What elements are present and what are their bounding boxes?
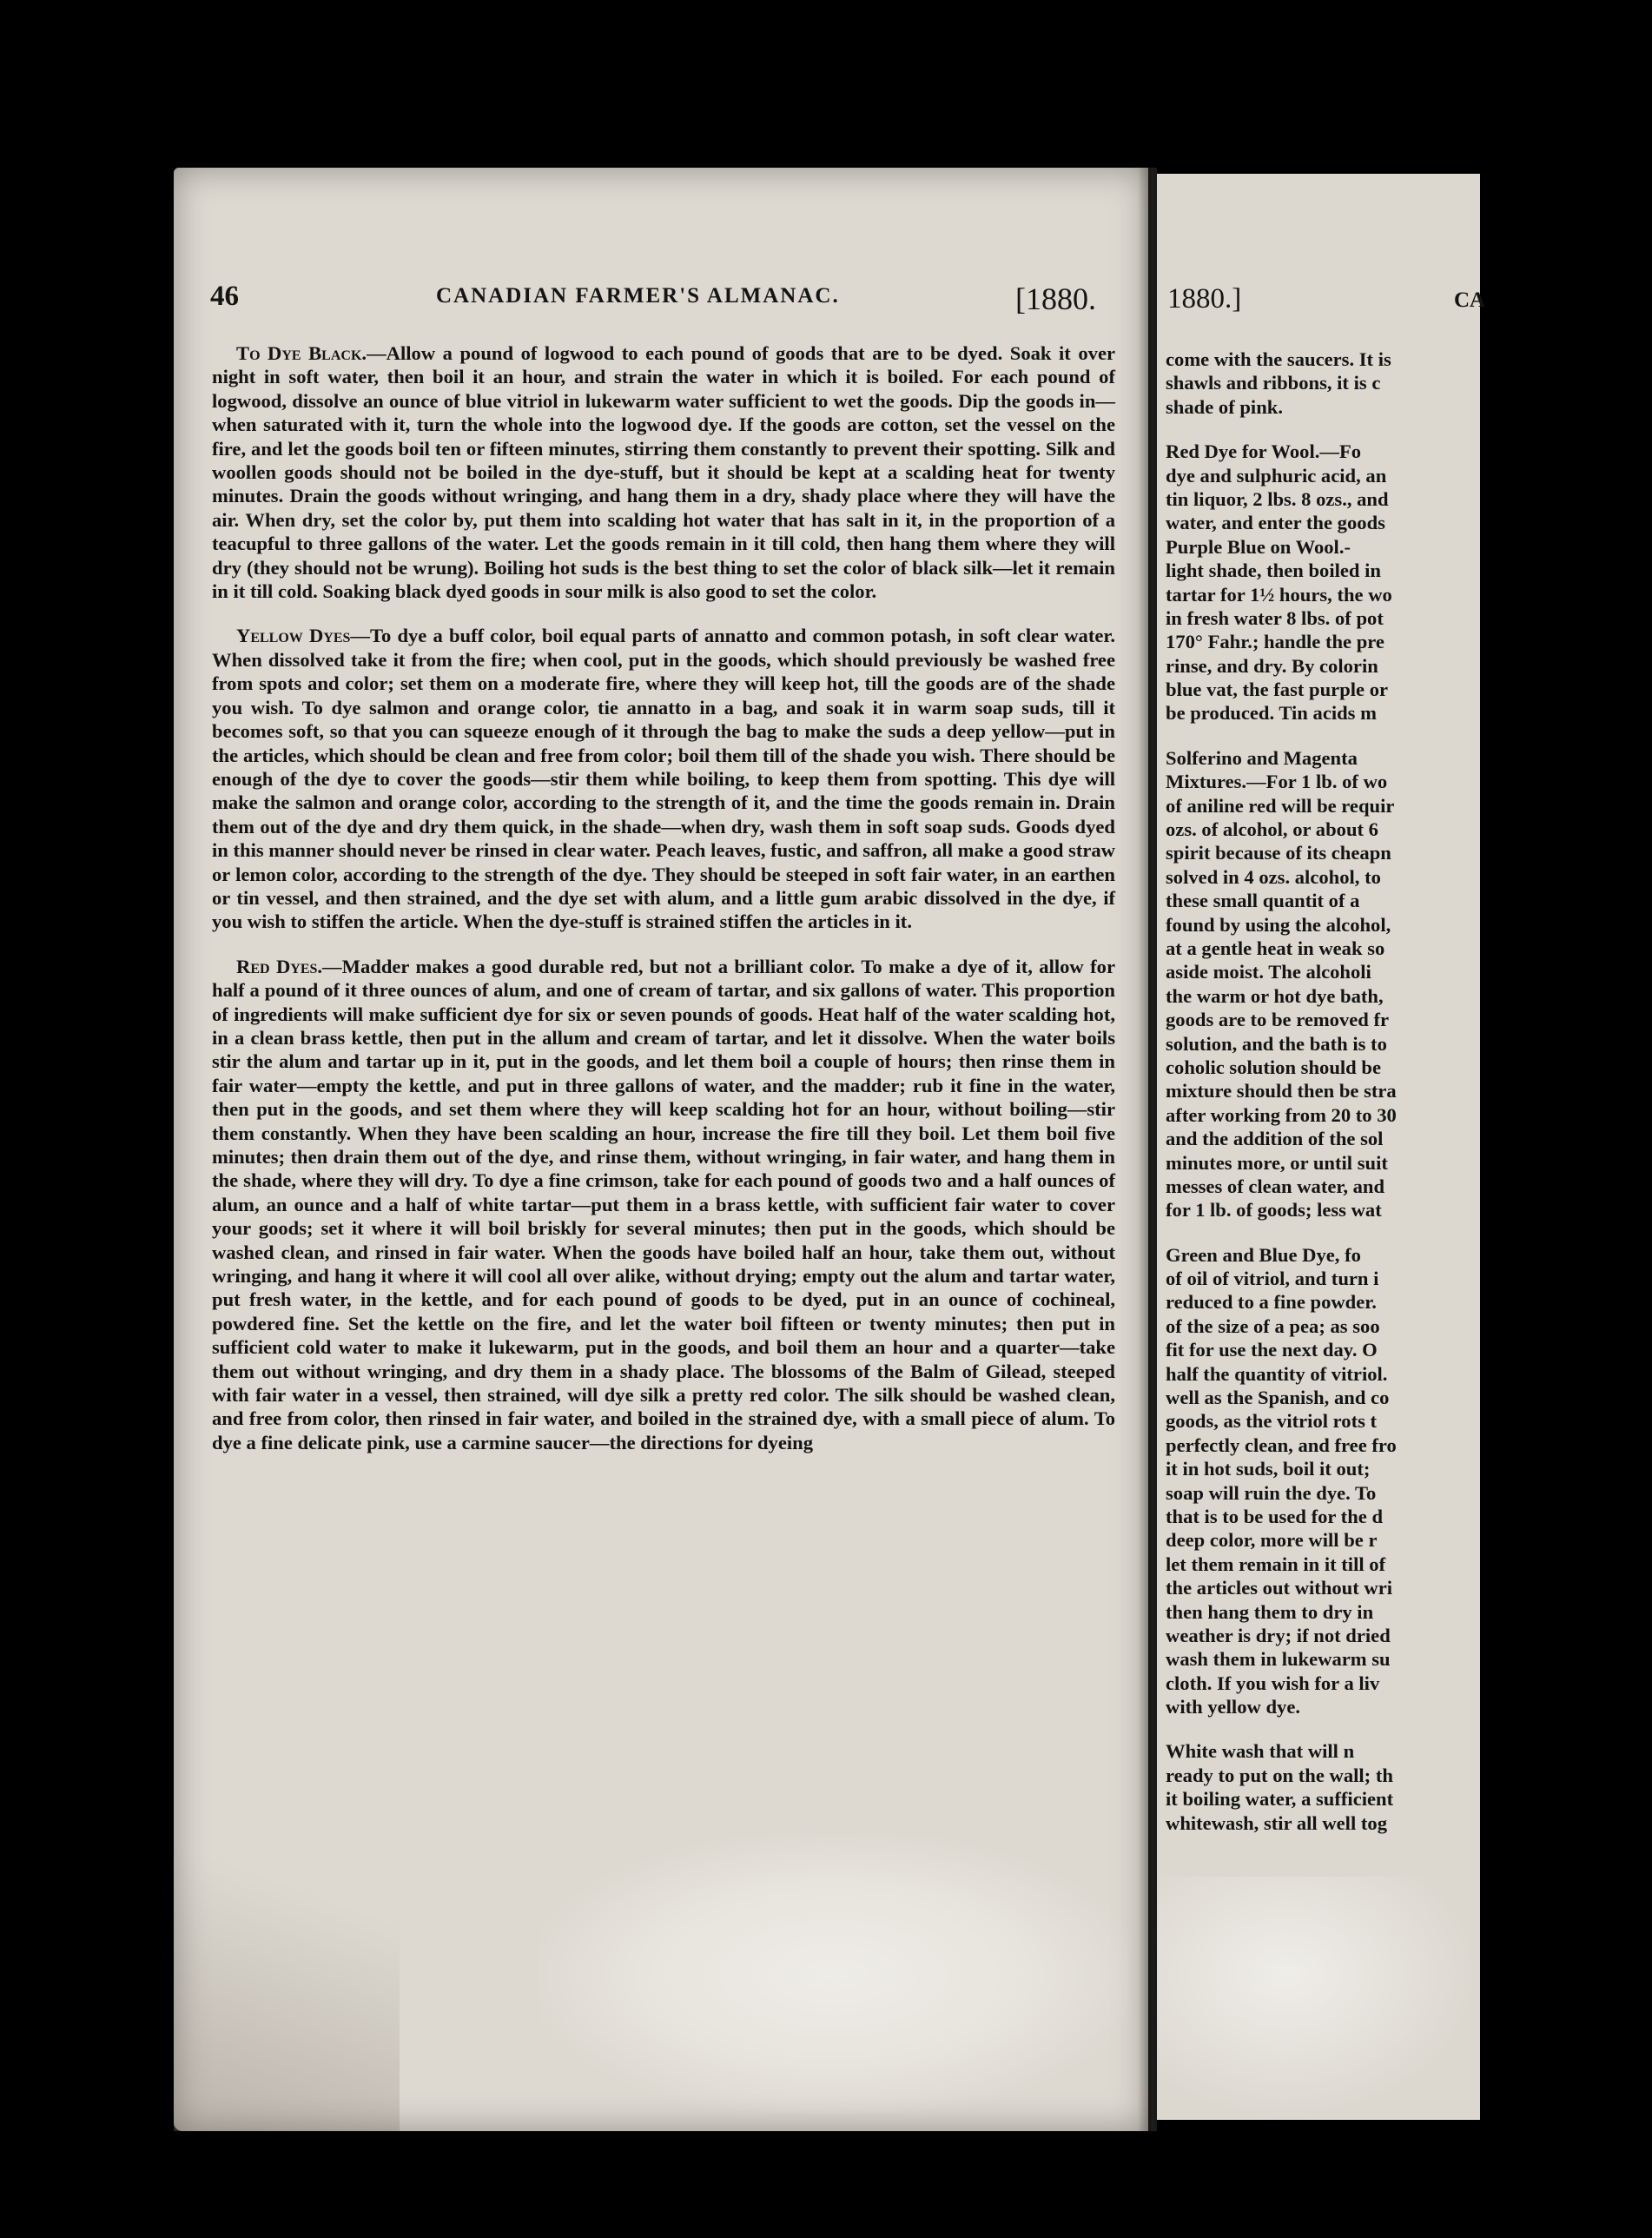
left-page (174, 168, 1148, 2131)
right-running-title: CA (1454, 288, 1486, 312)
text-line: and the addition of the sol (1166, 1128, 1384, 1150)
paragraph-red-dyes (212, 955, 1115, 1455)
text-line: minutes more, or until suit (1166, 1151, 1388, 1174)
text-line: of oil of vitriol, and turn i (1166, 1268, 1379, 1290)
line-spacer (1166, 1718, 1652, 1739)
line-spacer (1166, 419, 1652, 440)
text-line: the articles out without wri (1166, 1577, 1393, 1599)
paragraph-black-dye (212, 341, 1115, 603)
text-line: aside moist. The alcoholi (1166, 961, 1371, 983)
text-line: it boiling water, a sufficient (1166, 1788, 1394, 1811)
text-line: deep color, more will be r (1166, 1529, 1378, 1552)
text-line: with yellow dye. (1166, 1696, 1301, 1718)
text-line: soap will ruin the dye. To (1166, 1481, 1377, 1504)
text-line: whitewash, stir all well tog (1166, 1811, 1388, 1834)
text-line: then hang them to dry in (1166, 1600, 1374, 1623)
text-line: rinse, and dry. By colorin (1166, 654, 1378, 677)
text-line: that is to be used for the d (1166, 1505, 1384, 1527)
text-line: be produced. Tin acids m (1166, 702, 1377, 725)
text-line: after working from 20 to 30 (1166, 1103, 1397, 1126)
text-line: ozs. of alcohol, or about 6 (1166, 818, 1378, 841)
right-page (1157, 174, 1486, 2120)
text-line: Purple Blue on Wool.- (1166, 535, 1351, 558)
text-line: spirit because of its cheapn (1166, 842, 1391, 864)
paragraph-lead: To Dye Black. (236, 342, 367, 364)
paragraph-yellow-dyes (212, 624, 1115, 933)
text-line: come with the saucers. It is (1166, 348, 1391, 370)
text-line: tin liquor, 2 lbs. 8 ozs., and (1166, 487, 1389, 510)
text-line: for 1 lb. of goods; less wat (1166, 1199, 1382, 1222)
text-line: Green and Blue Dye, fo (1166, 1243, 1361, 1266)
text-line: solution, and the bath is to (1166, 1032, 1387, 1055)
text-line: half the quantity of vitriol. (1166, 1362, 1388, 1385)
text-line: reduced to a fine powder. (1166, 1291, 1377, 1314)
text-line: cloth. If you wish for a liv (1166, 1672, 1380, 1694)
line-spacer (1166, 1222, 1652, 1243)
text-line: let them remain in it till of (1166, 1553, 1386, 1575)
text-line: solved in 4 ozs. alcohol, to (1166, 865, 1381, 888)
page-stain (539, 1836, 1129, 2114)
text-line: coholic solution should be (1166, 1056, 1381, 1078)
paragraph-text: —Madder makes a good durable red, but not a brilliant color. To make a dye of it, allow for half a pound of it three ounces of alum, and one of cream of tartar, and six gallons of water. This proportion of ingredients will make sufficient dye for six or seven pounds of goods. Heat half of the water scalding hot, in a clean brass kettle, then put in the allum and cream of tartar, and let it dissolve. When the water boils stir the alum and tartar up in it, put in the goods, and let them boil a couple of hours; then rinse them in fair water—empty the kettle, and put in three gallons of water, and the madder; rub it fine in the water, then put in the goods, and set them where they will keep scalding hot for an hour, without boiling—stir them constantly. When they have been scalding an hour, increase the fire till they boil. Let them boil five minutes; then drain them out of the dye, and rinse them, without wringing, in fair water, and hang them in the shade, where they will dry. To dye a fine crimson, take for each pound of goods two and a half ounces of alum, an ounce and a half of white tartar—put them in a brass kettle, with sufficient fair water to cover your goods; set it where it will boil briskly for several minutes; then put in the goods, which should be washed clean, and rinsed in fair water. When the goods have boiled half an hour, take them out, without wringing, and hang it where it will cool all over alike, without drying; empty out the alum and tartar water, put fresh water, in the kettle, and for each pound of goods to be dyed, put in an ounce of cochineal, powdered fine. Set the kettle on the fire, and let the water boil fifteen or twenty minutes; then put in sufficient cold water to make it lukewarm, put in the goods, and boil them an hour and a quarter—take them out without wringing, and dry them in a shady place. The blossoms of the Balm of Gilead, steeped with fair water in a vessel, then strained, will dye silk a pretty red color. The silk should be washed clean, and free from color, then rinsed in fair water, and boiled in the strained dye, with a small piece of alum. To dye a fine delicate pink, use a carmine saucer—the directions for dyeing (212, 955, 1115, 1453)
right-page-text (1166, 348, 1652, 1835)
paragraph-lead: Red Dyes. (236, 955, 323, 977)
text-line: Mixtures.—For 1 lb. of wo (1166, 771, 1388, 793)
text-line: these small quantit of a (1166, 890, 1360, 912)
text-line: light shade, then boiled in (1166, 560, 1381, 582)
text-line: messes of clean water, and (1166, 1175, 1385, 1197)
text-line: in fresh water 8 lbs. of pot (1166, 606, 1384, 629)
text-line: fit for use the next day. O (1166, 1339, 1378, 1361)
text-line: blue vat, the fast purple or (1166, 679, 1389, 701)
text-line: found by using the alcohol, (1166, 913, 1391, 936)
line-spacer (1166, 725, 1652, 746)
text-line: weather is dry; if not dried (1166, 1624, 1391, 1646)
text-line: 170° Fahr.; handle the pre (1166, 631, 1384, 653)
text-line: mixture should then be stra (1166, 1080, 1397, 1102)
paragraph-lead: Yellow Dyes (236, 625, 351, 647)
corner-wear (174, 1801, 400, 2131)
text-line: Red Dye for Wool.—Fo (1166, 440, 1362, 463)
text-line: goods are to be removed fr (1166, 1009, 1390, 1031)
text-line: dye and sulphuric acid, an (1166, 464, 1387, 487)
text-line: of aniline red will be requir (1166, 794, 1395, 817)
text-line: of the size of a pea; as soo (1166, 1314, 1380, 1337)
gutter-shadow (1138, 168, 1153, 2131)
text-line: water, and enter the goods (1166, 512, 1385, 534)
text-line: shade of pink. (1166, 395, 1283, 418)
text-line: tartar for 1½ hours, the wo (1166, 583, 1392, 606)
text-line: perfectly clean, and free fro (1166, 1434, 1397, 1456)
text-line: White wash that will n (1166, 1740, 1355, 1763)
paragraph-text: —Allow a pound of logwood to each pound of goods that are to be dyed. Soak it over night in soft water, then boil it an hour, and strain the water in which it is boiled. For each pound of logwood, dissolve an ounce of blue vitriol in lukewarm water sufficient to wet the goods. Dip the goods in—when saturated with it, turn the whole into the logwood dye. If the goods are cotton, set the vessel on the fire, and let the goods boil ten or fifteen minutes, stirring them constantly to prevent their spotting. Silk and woollen goods should not be boiled in the dye-stuff, but it should be kept at a scalding heat for twenty minutes. Drain the goods without wringing, and hang them in a dry, shady place where they will have the air. When dry, set the color by, put them into scalding hot water that has salt in it, in the proportion of a teacupful to three gallons of the water. Let the goods remain in it till cold, then hang them where they will dry (they should not be wrung). Boiling hot suds is the best thing to set the color of black silk—let it remain in it till cold. Soaking black dyed goods in sour milk is also good to set the color. (212, 342, 1115, 603)
page-stain (1157, 1877, 1480, 2120)
right-running-year: 1880.] (1167, 283, 1242, 315)
text-line: well as the Spanish, and co (1166, 1387, 1390, 1409)
running-year: [1880. (1015, 281, 1096, 316)
text-line: the warm or hot dye bath, (1166, 984, 1384, 1007)
page-number: 46 (210, 281, 239, 312)
right-running-head (1167, 283, 1486, 315)
text-line: shawls and ribbons, it is c (1166, 372, 1381, 394)
text-line: Solferino and Magenta (1166, 746, 1358, 769)
running-title: CANADIAN FARMER'S ALMANAC. (436, 284, 840, 308)
paragraph-text: —To dye a buff color, boil equal parts of annatto and common potash, in soft clear water. When dissolved take it from the fire; when cool, put in the goods, which should previously be washed free from spots and color; set them on a moderate fire, where they will keep hot, till the goods are of the shade you wish. To dye salmon and orange color, tie annatto in a bag, and soak it in warm soap suds, till it becomes soft, so that you can squeeze enough of it through the bag to make the suds a deep yellow—put in the articles, which should be clean and free from color; boil them till of the shade you wish. There should be enough of the dye to cover the goods—stir them while boiling, to keep them from spotting. This dye will make the salmon and orange color, according to the strength of it, and the time the goods remain in. Drain them out of the dye and dry them quick, in the shade—when dry, wash them in soft soap suds. Goods dyed in this manner should never be rinsed in clear water. Peach leaves, fustic, and saffron, all make a good straw or lemon color, according to the strength of the dye. They should be steeped in soft fair water, in an earthen or tin vessel, and then strained, and the dye set with alum, and a little gum arabic dissolved in the dye, if you wish to stiffen the article. When the dye-stuff is strained stiffen the articles in it. (212, 625, 1115, 933)
text-line: at a gentle heat in weak so (1166, 937, 1385, 959)
text-line: wash them in lukewarm su (1166, 1648, 1391, 1671)
text-line: ready to put on the wall; th (1166, 1764, 1393, 1786)
text-line: it in hot suds, boil it out; (1166, 1458, 1371, 1480)
article-body (212, 341, 1115, 1475)
text-line: goods, as the vitriol rots t (1166, 1410, 1378, 1433)
running-head (210, 281, 1113, 324)
